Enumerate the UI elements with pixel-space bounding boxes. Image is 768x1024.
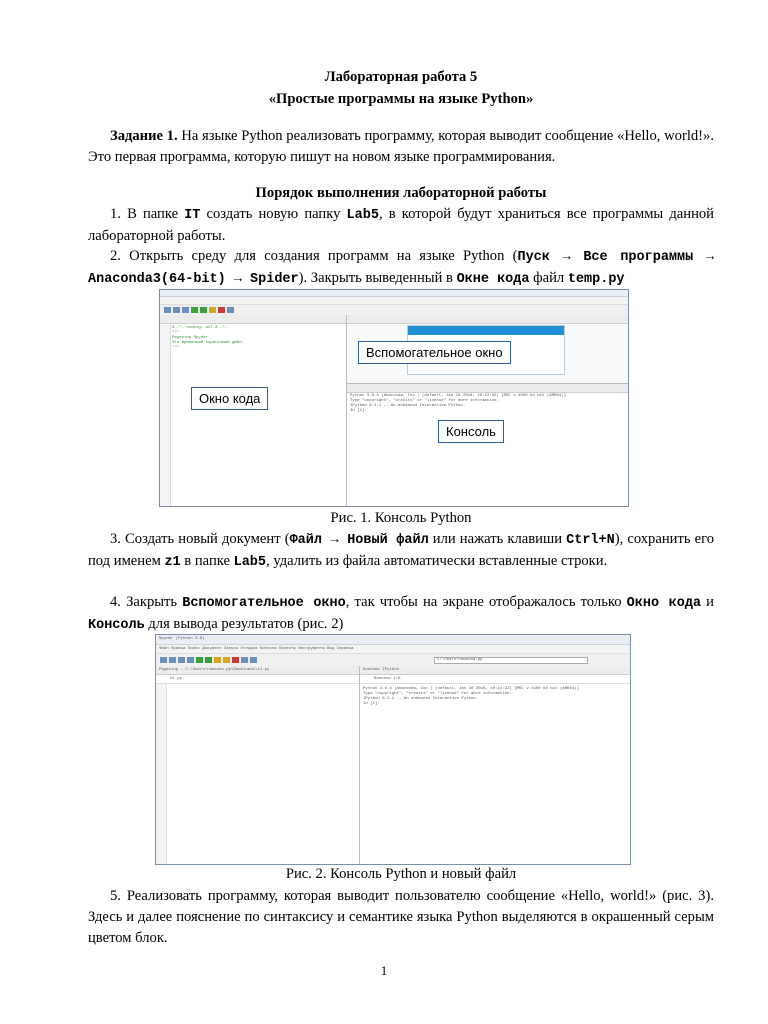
step1-code-lab5: Lab5 xyxy=(346,208,379,223)
step4-text-b: , так чтобы на экране отображалось только xyxy=(345,594,627,610)
console-line: Type "copyright", "credits" or "license" for more information. xyxy=(363,692,512,696)
code-line: """ xyxy=(172,346,180,350)
step2-text-a: 2. Открыть среду для создания программ на языке Python ( xyxy=(110,248,518,264)
figure2-editor-head xyxy=(156,666,359,675)
step2-text-b: ). Закрыть выведенный в xyxy=(298,270,457,286)
new-file-icon xyxy=(160,657,167,663)
console-line: Python 3.6.4 |Anaconda, Inc.| (default, Jan 16 2018, 10:22:32) [MSC v.1900 64 bit (AMD64)] xyxy=(350,394,567,398)
debug-icon xyxy=(214,657,221,663)
step1-paragraph xyxy=(88,204,714,247)
step1-text-b: создать новую папку xyxy=(200,206,347,222)
step1-code-it: IT xyxy=(184,208,201,223)
figure2-editor-tab: z1.py xyxy=(170,677,183,681)
maximize-pane-icon xyxy=(241,657,248,663)
figure1-screenshot xyxy=(159,289,629,507)
new-file-icon xyxy=(164,307,171,313)
figure1-menubar xyxy=(160,297,628,305)
debug-icon xyxy=(209,307,216,313)
step2-code-path: Пуск → Все программы → Anaconda3(64-bit) → Spider xyxy=(88,250,715,287)
step4-code-editor: Окно кода xyxy=(626,596,702,611)
label-help-window: Вспомогательное окно xyxy=(358,341,511,364)
step2-code-window: Окне кода xyxy=(456,272,530,287)
step4-text-c: и xyxy=(701,594,714,610)
step2-paragraph xyxy=(88,246,714,290)
figure1-line-gutter xyxy=(160,324,171,506)
step4-code-help: Вспомогательное окно xyxy=(182,596,346,611)
figure2-console-title: Консоль IPython xyxy=(363,668,400,672)
settings-icon xyxy=(250,657,257,663)
step3-code-folder: Lab5 xyxy=(233,555,267,570)
console-line: IPython 6.2.1 -- An enhanced Interactive Python. xyxy=(350,404,466,408)
step3-paragraph xyxy=(88,529,714,573)
save-all-icon xyxy=(187,657,194,663)
figure2-path-field: C:\Users\rawsona.pp xyxy=(434,657,588,664)
figure1-console-head xyxy=(347,384,628,393)
figure2-titlebar xyxy=(156,635,630,645)
step1-text-c: , в которой будут храниться все программы данной лабораторной работы. xyxy=(88,206,714,244)
run-icon xyxy=(191,307,198,313)
label-console: Консоль xyxy=(438,420,504,443)
figure2-window-title: Spyder (Python 3.6) xyxy=(159,637,205,641)
console-line: Type "copyright", "credits" or "license" for more information. xyxy=(350,399,499,403)
help-dialog-header xyxy=(408,326,564,335)
step5-paragraph: 5. Реализовать программу, которая выводит пользователю сообщение «Hello, world!» (рис. 3). Здесь и далее пояснение по синтаксису и семантике языка Python выделяются в окрашенный серым цветом блок. xyxy=(88,888,714,946)
figure2-console-tabs xyxy=(360,675,630,684)
task-text: На языке Python реализовать программу, которая выводит сообщение «Hello, world!». Это первая программа, которую пишут на новом языке программирования. xyxy=(88,128,714,165)
step4-code-console: Консоль xyxy=(88,618,145,633)
settings-icon xyxy=(227,307,234,313)
step-icon xyxy=(223,657,230,663)
figure2-menubar xyxy=(156,645,630,654)
run-cell-icon xyxy=(205,657,212,663)
page-number: 1 xyxy=(380,963,388,978)
step3-text-a: 3. Создать новый документ ( xyxy=(110,531,290,547)
figure2-console-head xyxy=(360,666,630,675)
step2-code-file: temp.py xyxy=(567,272,625,287)
figure1-help-head xyxy=(347,315,628,324)
step3-code-filename: z1 xyxy=(164,555,181,570)
figure2-console-pane xyxy=(360,666,630,864)
step4-text-a: 4. Закрыть xyxy=(110,594,183,610)
task-label: Задание 1. xyxy=(110,128,178,144)
figure1-console-pane xyxy=(347,384,628,506)
figure2-screenshot xyxy=(155,634,631,865)
procedure-heading: Порядок выполнения лабораторной работы xyxy=(255,185,547,201)
run-icon xyxy=(196,657,203,663)
step3-code-hotkey: Ctrl+N xyxy=(566,533,615,548)
figure2-menu-text: Файл Правка Поиск Документ Запуск Отладка Консоли Проекты Инструменты Вид Справка xyxy=(159,647,354,651)
step3-text-d: в папке xyxy=(180,553,234,569)
console-line: IPython 6.2.1 -- An enhanced Interactive Python. xyxy=(363,697,479,701)
open-file-icon xyxy=(173,307,180,313)
figure2-line-gutter xyxy=(156,684,167,864)
figure1-code-lines xyxy=(172,326,244,351)
figure2-console-tab: Консоль 1/A xyxy=(374,677,401,681)
step4-text-d: для вывода результатов (рис. 2) xyxy=(144,616,344,632)
task-paragraph xyxy=(88,126,714,168)
stop-icon xyxy=(232,657,239,663)
figure1-console-lines xyxy=(350,394,566,414)
step3-code-menu: Файл → Новый файл xyxy=(289,533,429,548)
open-file-icon xyxy=(169,657,176,663)
figure2-caption: Рис. 2. Консоль Python и новый файл xyxy=(285,866,517,882)
figure1-editor-pane xyxy=(160,315,347,506)
save-icon xyxy=(178,657,185,663)
console-line: In [1]: xyxy=(350,409,367,413)
doc-title-line2: «Простые программы на языке Python» xyxy=(268,91,534,107)
figure2-console-lines xyxy=(363,687,579,707)
code-line: """ xyxy=(172,331,180,335)
figure2-editor-path: Редактор - C:\Users\rawsona.pp\Downloads\z1.py xyxy=(159,668,270,672)
stop-icon xyxy=(218,307,225,313)
figure2-editor-pane xyxy=(156,666,360,864)
figure1-caption: Рис. 1. Консоль Python xyxy=(330,510,472,526)
step1-text-a: 1. В папке xyxy=(110,206,185,222)
code-line: Это временный скриптовый файл. xyxy=(172,341,245,345)
console-line: Python 3.6.4 |Anaconda, Inc.| (default, Jan 16 2018, 10:22:32) [MSC v.1900 64 bit (AMD64)] xyxy=(363,687,580,691)
step3-text-e: , удалить из файла автоматически вставленные строки. xyxy=(266,553,608,569)
code-line: Редактор Spyder xyxy=(172,336,209,340)
save-icon xyxy=(182,307,189,313)
code-line: # -*- coding: utf-8 -*- xyxy=(172,326,228,330)
run-cell-icon xyxy=(200,307,207,313)
step3-text-c: ), сохранить его под именем xyxy=(88,531,714,569)
label-code-window: Окно кода xyxy=(191,387,268,410)
step3-text-b: или нажать клавиши xyxy=(428,531,567,547)
console-line: In [1]: xyxy=(363,702,380,706)
figure1-editor-head xyxy=(160,315,346,324)
doc-title-line1: Лабораторная работа 5 xyxy=(324,69,478,85)
figure2-editor-tabs xyxy=(156,675,359,684)
step4-paragraph xyxy=(88,592,714,636)
step2-text-c: файл xyxy=(529,270,568,286)
figure1-titlebar xyxy=(160,290,628,297)
